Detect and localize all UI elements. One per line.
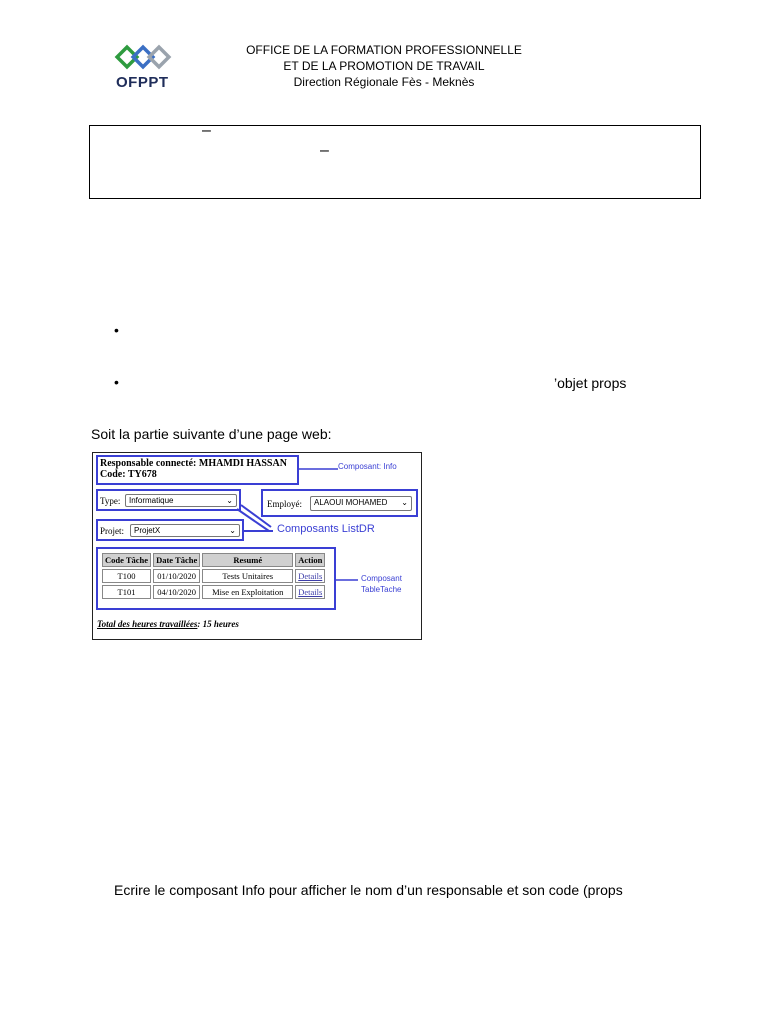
- info-component-box: [96, 455, 299, 485]
- instruction-text: Ecrire le composant Info pour afficher le nom d’un responsable et son code (props: [114, 882, 623, 898]
- header-date: Date Tâche: [153, 553, 200, 567]
- cell-action: [295, 569, 325, 583]
- cell-action: [295, 585, 325, 599]
- table-component-note: Composant TableTache: [361, 574, 402, 594]
- details-link[interactable]: Details: [298, 571, 323, 581]
- total-label: Total des heures travaillées: [97, 619, 198, 629]
- bullet-2: •: [114, 374, 119, 390]
- details-link[interactable]: Details: [298, 587, 323, 597]
- logo-text: OFPPT: [116, 74, 169, 91]
- code-line: Code: TY678: [100, 469, 157, 480]
- projet-select[interactable]: [130, 524, 240, 537]
- table-row: [102, 569, 325, 583]
- employe-select[interactable]: [310, 496, 412, 511]
- bullet-1: •: [114, 322, 119, 338]
- type-select-value: Informatique: [129, 496, 174, 505]
- frame-dash-1: –: [202, 122, 211, 139]
- table-arrow: [336, 577, 358, 583]
- title-frame: [89, 125, 701, 199]
- employe-label: Employé:: [267, 499, 302, 509]
- type-select[interactable]: [125, 494, 237, 507]
- header-action: Action: [295, 553, 325, 567]
- institution-header: [236, 42, 532, 90]
- intro-paragraph: Soit la partie suivante d’une page web:: [91, 426, 332, 442]
- info-arrow: [298, 463, 338, 473]
- cell-resume: Mise en Exploitation: [202, 585, 293, 599]
- type-listdr-box: [96, 489, 241, 511]
- table-header-row: [102, 553, 325, 567]
- type-label: Type:: [100, 496, 121, 506]
- cell-code: T100: [102, 569, 151, 583]
- employe-listdr-box: [261, 489, 418, 517]
- info-component-note: Composant: Info: [338, 462, 397, 471]
- listdr-arrows: [233, 503, 278, 538]
- total-hours: [97, 619, 239, 629]
- cell-resume: Tests Unitaires: [202, 569, 293, 583]
- tabletache-box: [96, 547, 336, 610]
- header-resume: Resumé: [202, 553, 293, 567]
- bullet-2-text: ’objet props: [554, 375, 627, 391]
- cell-date: 04/10/2020: [153, 585, 200, 599]
- cell-code: T101: [102, 585, 151, 599]
- header-line-1: OFFICE DE LA FORMATION PROFESSIONNELLE: [246, 43, 522, 57]
- table-row: [102, 585, 325, 599]
- chevron-down-icon: ⌄: [226, 496, 233, 505]
- listdr-note: Composants ListDR: [277, 523, 375, 535]
- task-table: [100, 551, 327, 601]
- chevron-down-icon: ⌄: [401, 498, 408, 507]
- projet-select-value: ProjetX: [134, 526, 161, 535]
- webpage-screenshot: [92, 452, 422, 640]
- chevron-down-icon: ⌄: [229, 526, 236, 535]
- responsable-line: Responsable connecté: MHAMDI HASSAN: [100, 458, 287, 469]
- projet-label: Projet:: [100, 526, 124, 536]
- projet-listdr-box: [96, 519, 244, 541]
- employe-select-value: ALAOUI MOHAMED: [314, 498, 388, 507]
- cell-date: 01/10/2020: [153, 569, 200, 583]
- header-code: Code Tâche: [102, 553, 151, 567]
- header-line-3: Direction Régionale Fès - Meknès: [293, 75, 475, 89]
- header-line-2: ET DE LA PROMOTION DE TRAVAIL: [283, 59, 485, 73]
- total-value: : 15 heures: [197, 619, 239, 629]
- frame-dash-2: –: [320, 142, 329, 159]
